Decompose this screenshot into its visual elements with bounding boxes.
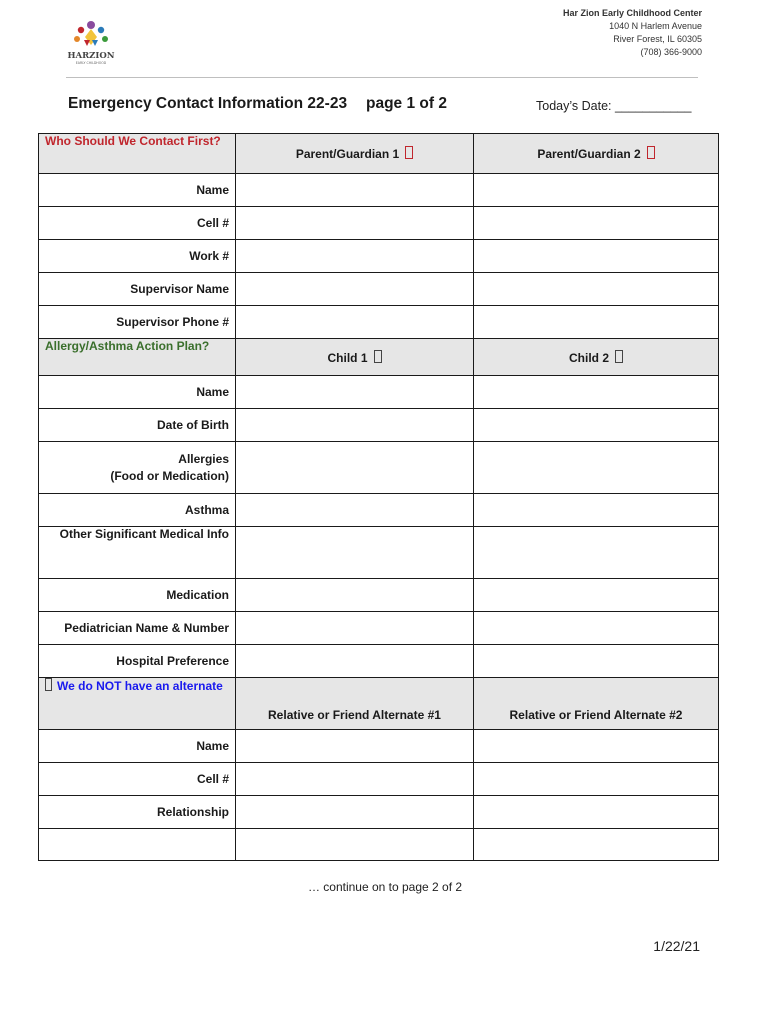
guardian-2-supervisor-phone-field[interactable] — [474, 306, 719, 339]
table-row — [39, 442, 719, 494]
child-1-header: Child 1 — [236, 339, 474, 376]
child-2-pediatrician-field[interactable] — [474, 612, 719, 645]
guardian-1-supervisor-name-field[interactable] — [236, 273, 474, 306]
row-label: Other Significant Medical Info — [39, 527, 236, 579]
action-plan-prompt: Allergy/Asthma Action Plan? — [39, 339, 236, 376]
alternate-1-extra-field[interactable] — [236, 829, 474, 861]
alternate-2-relationship-field[interactable] — [474, 796, 719, 829]
logo-wordmark: HARZION — [67, 51, 115, 61]
guardian-1-supervisor-phone-field[interactable] — [236, 306, 474, 339]
row-label: Hospital Preference — [39, 645, 236, 678]
child-1-asthma-field[interactable] — [236, 494, 474, 527]
table-row — [39, 527, 719, 579]
row-label: Relationship — [39, 796, 236, 829]
child-2-name-field[interactable] — [474, 376, 719, 409]
alternate-1-relationship-field[interactable] — [236, 796, 474, 829]
logo-subtext: EARLY CHILDHOOD — [75, 61, 107, 65]
page-indicator: page 1 of 2 — [366, 95, 447, 112]
row-label: Asthma — [39, 494, 236, 527]
alternate-2-extra-field[interactable] — [474, 829, 719, 861]
table-row — [39, 579, 719, 612]
row-label: Medication — [39, 579, 236, 612]
table-row — [39, 763, 719, 796]
child-1-medical-info-field[interactable] — [236, 527, 474, 579]
guardian-2-work-field[interactable] — [474, 240, 719, 273]
row-label: Work # — [39, 240, 236, 273]
child-2-dob-field[interactable] — [474, 409, 719, 442]
guardian-1-name-field[interactable] — [236, 174, 474, 207]
alternate-2-header: Relative or Friend Alternate #2 — [474, 678, 719, 730]
row-label: Cell # — [39, 763, 236, 796]
guardian-1-cell-field[interactable] — [236, 207, 474, 240]
child-2-medical-info-field[interactable] — [474, 527, 719, 579]
table-row — [39, 494, 719, 527]
row-label: Cell # — [39, 207, 236, 240]
child-2-allergies-field[interactable] — [474, 442, 719, 494]
table-row — [39, 409, 719, 442]
row-label: Date of Birth — [39, 409, 236, 442]
child-2-checkbox[interactable] — [615, 350, 623, 363]
guardian-1-checkbox[interactable] — [405, 146, 413, 159]
child-1-dob-field[interactable] — [236, 409, 474, 442]
table-row — [39, 207, 719, 240]
child-2-asthma-field[interactable] — [474, 494, 719, 527]
allergies-sublabel: (Food or Medication) — [110, 468, 229, 483]
guardian-2-supervisor-name-field[interactable] — [474, 273, 719, 306]
guardian-1-work-field[interactable] — [236, 240, 474, 273]
row-label: Pediatrician Name & Number — [39, 612, 236, 645]
continue-note: … continue on to page 2 of 2 — [307, 880, 463, 894]
guardian-2-name-field[interactable] — [474, 174, 719, 207]
har-zion-logo — [66, 18, 116, 66]
allergies-label: Allergies — [178, 451, 229, 466]
child-2-header: Child 2 — [474, 339, 719, 376]
row-label: Name — [39, 376, 236, 409]
alternate-1-name-field[interactable] — [236, 730, 474, 763]
child-2-medication-field[interactable] — [474, 579, 719, 612]
todays-date-field[interactable]: Today’s Date: ___________ — [536, 99, 692, 113]
table-row — [39, 273, 719, 306]
child-1-pediatrician-field[interactable] — [236, 612, 474, 645]
alternate-2-cell-field[interactable] — [474, 763, 719, 796]
organization-phone: (708) 366-9000 — [640, 47, 702, 57]
no-alternate-checkbox[interactable] — [45, 678, 52, 691]
row-label: Name — [39, 730, 236, 763]
child-1-hospital-field[interactable] — [236, 645, 474, 678]
child-2-hospital-field[interactable] — [474, 645, 719, 678]
page-title: Emergency Contact Information 22-23 — [68, 95, 348, 112]
table-row — [39, 306, 719, 339]
revision-date: 1/22/21 — [653, 938, 700, 954]
organization-name: Har Zion Early Childhood Center — [562, 8, 702, 18]
alternate-2-name-field[interactable] — [474, 730, 719, 763]
guardian-2-checkbox[interactable] — [647, 146, 655, 159]
child-1-medication-field[interactable] — [236, 579, 474, 612]
guardian-2-cell-field[interactable] — [474, 207, 719, 240]
table-row — [39, 730, 719, 763]
table-row — [39, 645, 719, 678]
emergency-contact-form — [38, 133, 719, 861]
child-1-allergies-field[interactable] — [236, 442, 474, 494]
no-alternate-option: We do NOT have an alternate — [39, 678, 236, 730]
child-1-checkbox[interactable] — [374, 350, 382, 363]
contact-first-prompt: Who Should We Contact First? — [39, 134, 236, 174]
parent-guardian-2-header: Parent/Guardian 2 — [474, 134, 719, 174]
blank-label-cell[interactable] — [39, 829, 236, 861]
table-row — [39, 240, 719, 273]
row-label: Name — [39, 174, 236, 207]
parent-guardian-1-header: Parent/Guardian 1 — [236, 134, 474, 174]
child-1-name-field[interactable] — [236, 376, 474, 409]
alternate-1-cell-field[interactable] — [236, 763, 474, 796]
table-row — [39, 796, 719, 829]
alternate-header-row — [39, 678, 719, 730]
table-row — [39, 612, 719, 645]
row-label: Supervisor Phone # — [39, 306, 236, 339]
child-header-row — [39, 339, 719, 376]
organization-address — [563, 7, 702, 59]
address-line-1: 1040 N Harlem Avenue — [609, 21, 702, 31]
address-line-2: River Forest, IL 60305 — [613, 34, 702, 44]
table-row — [39, 174, 719, 207]
header-divider — [66, 77, 698, 78]
alternate-1-header: Relative or Friend Alternate #1 — [236, 678, 474, 730]
row-label: Supervisor Name — [39, 273, 236, 306]
table-row — [39, 829, 719, 861]
row-label — [39, 442, 236, 494]
guardian-header-row — [39, 134, 719, 174]
table-row — [39, 376, 719, 409]
